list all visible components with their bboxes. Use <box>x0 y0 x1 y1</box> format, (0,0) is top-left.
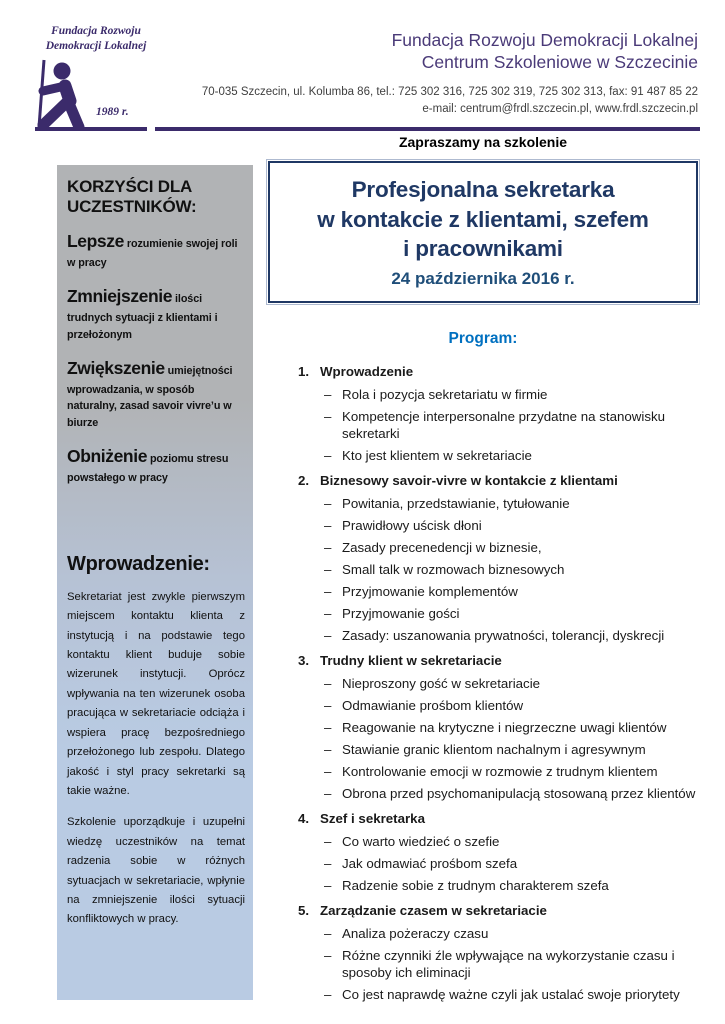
program-subitem-text: Przyjmowanie komplementów <box>342 584 518 599</box>
program-subitem-text: Co warto wiedzieć o szefie <box>342 834 500 849</box>
program-list <box>268 355 723 1008</box>
benefit-text: rozumienie swojej roli w pracy <box>67 238 238 270</box>
header-divider-rule <box>155 127 700 131</box>
program-subitem <box>268 833 723 850</box>
program-section-title <box>268 363 723 380</box>
program-subitem-text: Kto jest klientem w sekretariacie <box>342 448 532 463</box>
program-subitem-text: Stawianie granic klientom nachalnym i agresywnym <box>342 742 646 757</box>
dash-bullet: – <box>324 676 332 691</box>
course-title-line3: i pracownikami <box>403 236 563 262</box>
dash-bullet: – <box>324 786 332 801</box>
dash-bullet: – <box>324 584 332 599</box>
program-subitem <box>268 605 723 622</box>
contact-info <box>202 84 698 118</box>
benefit-lead-word: Zmniejszenie <box>67 285 173 306</box>
program-subitem <box>268 855 723 872</box>
program-subitem-text: Odmawianie prośbom klientów <box>342 698 524 713</box>
program-subitem <box>268 517 723 534</box>
program-subitem-text: Przyjmowanie gości <box>342 606 460 621</box>
benefit-text: poziomu stresu powstałego w pracy <box>67 452 229 484</box>
program-subitem <box>268 447 723 464</box>
program-section-label: Zarządzanie czasem w sekretariacie <box>320 903 547 918</box>
program-subitem <box>268 925 723 942</box>
program-subitem-text: Prawidłowy uścisk dłoni <box>342 518 482 533</box>
dash-bullet: – <box>324 496 332 511</box>
program-section-title <box>268 810 723 827</box>
benefits-heading: KORZYŚCI DLA UCZESTNIKÓW: <box>67 177 197 217</box>
dash-bullet: – <box>324 878 332 893</box>
introduction-heading: Wprowadzenie: <box>67 552 210 575</box>
program-section-label: Wprowadzenie <box>320 364 414 379</box>
dash-bullet: – <box>324 448 332 463</box>
dash-bullet: – <box>324 948 332 963</box>
program-subitem-text: Kompetencje interpersonalne przydatne na stanowisku sekretarki <box>342 409 666 441</box>
program-subitem <box>268 408 723 442</box>
benefit-text: ilości trudnych sytuacji z klientami i przełożonym <box>67 292 218 341</box>
dash-bullet: – <box>324 720 332 735</box>
program-section-number: 4. <box>298 811 310 826</box>
logo-year: 1989 r. <box>96 106 129 118</box>
course-title-line1: Profesjonalna sekretarka <box>351 176 615 202</box>
frdl-logo-icon <box>34 58 88 135</box>
benefit-lead-word: Lepsze <box>67 231 124 252</box>
dash-bullet: – <box>324 518 332 533</box>
dash-bullet: – <box>324 698 332 713</box>
program-subitem <box>268 495 723 512</box>
program-subitem <box>268 697 723 714</box>
benefit-item <box>67 355 245 432</box>
address-phone-line: 70-035 Szczecin, ul. Kolumba 86, tel.: 725 302 316, 725 302 319, 725 302 313, fax: 91 487 85 22 <box>201 86 698 98</box>
dash-bullet: – <box>324 742 332 757</box>
program-section-4 <box>268 810 723 894</box>
program-section-label: Biznesowy savoir-vivre w kontakcie z klientami <box>320 473 618 488</box>
program-section-label: Trudny klient w sekretariacie <box>320 653 502 668</box>
invitation-line: Zapraszamy na szkolenie <box>398 134 568 150</box>
dash-bullet: – <box>324 562 332 577</box>
dash-bullet: – <box>324 387 332 402</box>
program-subitem-text: Powitania, przedstawianie, tytułowanie <box>342 496 570 511</box>
course-date: 24 października 2016 r. <box>391 269 575 289</box>
benefits-sidebar <box>57 165 253 1000</box>
program-section-number: 2. <box>298 473 310 488</box>
dash-bullet: – <box>324 987 332 1002</box>
dash-bullet: – <box>324 856 332 871</box>
dash-bullet: – <box>324 540 332 555</box>
dash-bullet: – <box>324 834 332 849</box>
logo-underline-rule <box>35 127 147 131</box>
dash-bullet: – <box>324 764 332 779</box>
benefit-item <box>67 443 245 487</box>
organization-name-line2: Centrum Szkoleniowe w Szczecinie <box>421 52 698 72</box>
program-subitem <box>268 583 723 600</box>
program-subitem-text: Zasady precenedencji w biznesie, <box>342 540 542 555</box>
course-title-line2: w kontakcie z klientami, szefem <box>317 206 649 232</box>
introduction-paragraph: Szkolenie uporządkuje i uzupełni wiedzę uczestników na temat radzenia sobie w różnych sytuacjach w sekretariacie, wpłynie na zmniejszenie ilości sytuacji konfliktowych w pracy. <box>67 816 245 926</box>
dash-bullet: – <box>324 926 332 941</box>
program-section-number: 5. <box>298 903 310 918</box>
benefit-lead-word: Zwiększenie <box>67 357 165 378</box>
logo-text-line1: Fundacja Rozwoju <box>51 25 141 37</box>
program-section-number: 3. <box>298 653 310 668</box>
program-subitem-text: Small talk w rozmowach biznesowych <box>342 562 565 577</box>
program-section-number: 1. <box>298 364 310 379</box>
program-subitem-text: Rola i pozycja sekretariatu w firmie <box>342 387 548 402</box>
dash-bullet: – <box>324 606 332 621</box>
course-title-box <box>268 161 698 303</box>
program-subitem-text: Jak odmawiać prośbom szefa <box>342 856 518 871</box>
program-subitem-text: Analiza pożeraczy czasu <box>342 926 489 941</box>
program-section-label: Szef i sekretarka <box>320 811 425 826</box>
program-subitem <box>268 627 723 644</box>
benefit-lead-word: Obniżenie <box>67 445 148 466</box>
benefit-text: umiejętności wprowadzania, w sposób naturalny, zasad savoir vivre’u w biurze <box>67 364 233 430</box>
program-subitem <box>268 741 723 758</box>
program-subitem <box>268 675 723 692</box>
program-subitem-text: Różne czynniki źle wpływające na wykorzystanie czasu i sposoby ich eliminacji <box>342 948 675 980</box>
program-heading: Program: <box>448 330 518 347</box>
program-subitem <box>268 561 723 578</box>
introduction-paragraph: Sekretariat jest zwykle pierwszym miejscem kontaktu klienta z instytucją i na podstawie tego kontaktu klient buduje sobie wizerunek instytucji. Oprócz wpływania na ten wizerunek osoba pracująca w sekretariacie odciąża i wspiera pracę bezpośredniego przełożonego lub zespołu. Dlatego jakość i styl pracy sekretarki są takie ważne. <box>67 590 245 797</box>
program-subitem-text: Nieproszony gość w sekretariacie <box>342 676 541 691</box>
program-subitem <box>268 877 723 894</box>
dash-bullet: – <box>324 409 332 424</box>
program-subitem <box>268 986 723 1003</box>
program-section-3 <box>268 652 723 802</box>
email-website-line: e-mail: centrum@frdl.szczecin.pl, www.frdl.szczecin.pl <box>422 103 698 115</box>
organization-name <box>392 29 698 73</box>
program-subitem <box>268 763 723 780</box>
program-subitem <box>268 539 723 556</box>
program-subitem-text: Reagowanie na krytyczne i niegrzeczne uwagi klientów <box>342 720 667 735</box>
benefit-item <box>67 228 245 272</box>
program-subitem-text: Obrona przed psychomanipulacją stosowaną przez klientów <box>342 786 696 801</box>
dash-bullet: – <box>324 628 332 643</box>
program-subitem <box>268 785 723 802</box>
program-section-title <box>268 902 723 919</box>
organization-name-line1: Fundacja Rozwoju Demokracji Lokalnej <box>391 30 698 50</box>
program-section-5 <box>268 902 723 1003</box>
program-subitem-text: Kontrolowanie emocji w rozmowie z trudnym klientem <box>342 764 658 779</box>
program-section-title <box>268 652 723 669</box>
program-subitem-text: Zasady: uszanowania prywatności, tolerancji, dyskrecji <box>342 628 665 643</box>
program-subitem-text: Co jest naprawdę ważne czyli jak ustalać swoje priorytety <box>342 987 680 1002</box>
program-section-title <box>268 472 723 489</box>
logo-text-line2: Demokracji Lokalnej <box>45 39 147 52</box>
program-subitem <box>268 719 723 736</box>
course-title <box>317 175 648 264</box>
program-section-1 <box>268 363 723 464</box>
logo-text <box>38 24 154 54</box>
program-subitem <box>268 947 723 981</box>
program-subitem <box>268 386 723 403</box>
program-subitem-text: Radzenie sobie z trudnym charakterem szefa <box>342 878 609 893</box>
program-section-2 <box>268 472 723 644</box>
benefit-item <box>67 283 245 344</box>
